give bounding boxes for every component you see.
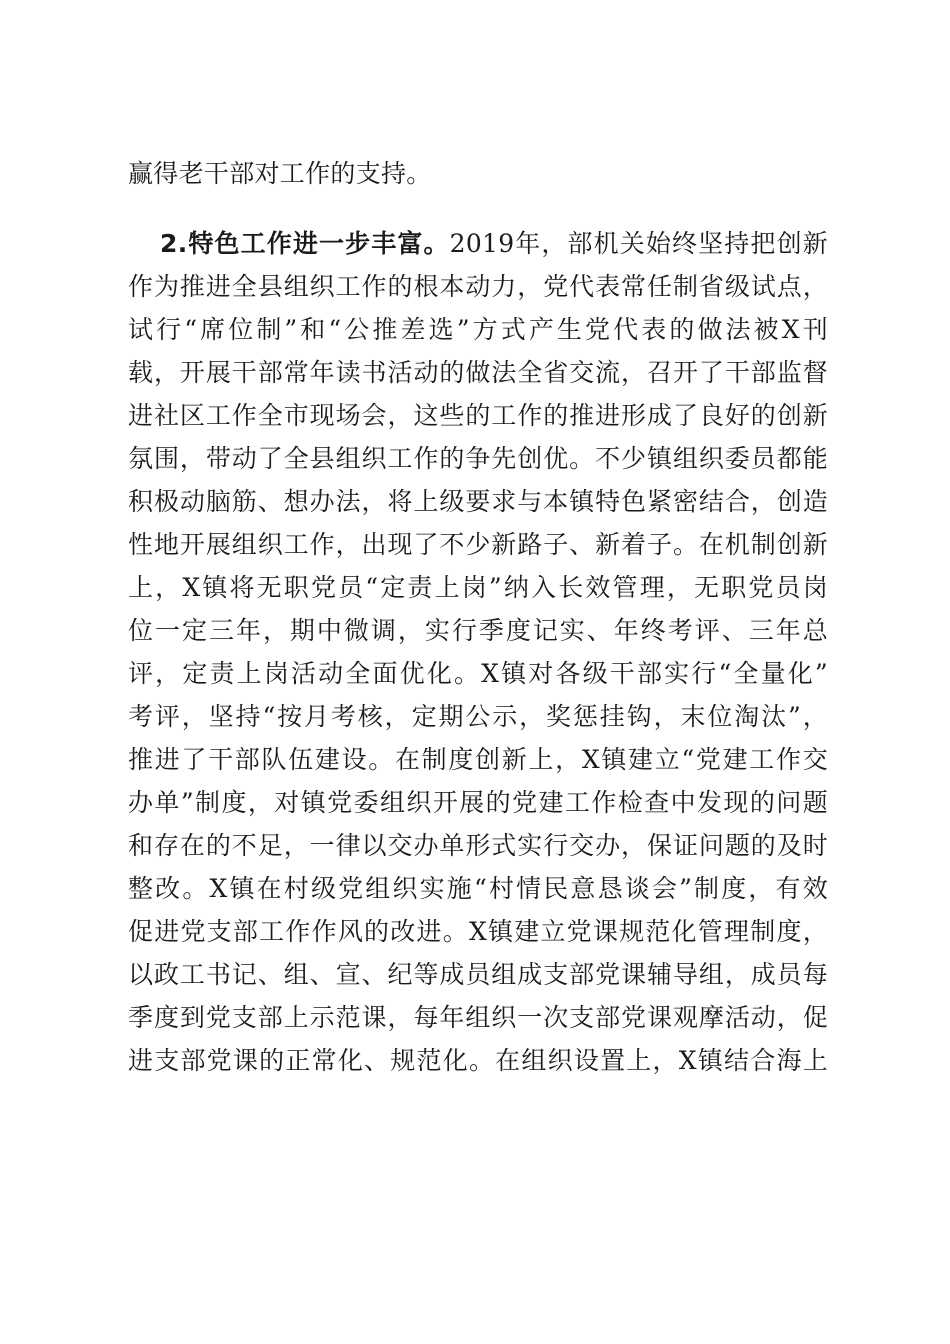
body-text-line: 推进了干部队伍建设。在制度创新上，X镇建立“党建工作交 xyxy=(128,745,828,774)
body-text-line: 评，定责上岗活动全面优化。X镇对各级干部实行“全量化” xyxy=(128,659,828,688)
body-text-line: 试行“席位制”和“公推差选”方式产生党代表的做法被X刊 xyxy=(128,315,828,344)
body-text-line: 考评，坚持“按月考核，定期公示，奖惩挂钩，末位淘汰”， xyxy=(128,702,828,731)
body-text-line: 办单”制度，对镇党委组织开展的党建工作检查中发现的问题 xyxy=(128,788,828,817)
body-text-line: 以政工书记、组、宣、纪等成员组成支部党课辅导组，成员每 xyxy=(128,960,828,989)
body-text-line: 上，X镇将无职党员“定责上岗”纳入长效管理，无职党员岗 xyxy=(128,573,828,602)
body-text-line: 促进党支部工作作风的改进。X镇建立党课规范化管理制度， xyxy=(128,917,828,946)
body-text-line: 和存在的不足，一律以交办单形式实行交办，保证问题的及时 xyxy=(128,831,828,860)
body-text-line: 性地开展组织工作，出现了不少新路子、新着子。在机制创新 xyxy=(128,530,828,559)
body-text-line: 作为推进全县组织工作的根本动力，党代表常任制省级试点， xyxy=(128,272,828,301)
section-first-line-text: 2019年，部机关始终坚持把创新 xyxy=(449,229,828,258)
body-text-line: 进支部党课的正常化、规范化。在组织设置上，X镇结合海上 xyxy=(128,1046,828,1075)
body-text-line: 位一定三年，期中微调，实行季度记实、年终考评、三年总 xyxy=(128,616,828,645)
body-text-line: 氛围，带动了全县组织工作的争先创优。不少镇组织委员都能 xyxy=(128,444,828,473)
body-text-line: 季度到党支部上示范课，每年组织一次支部党课观摩活动，促 xyxy=(128,1003,828,1032)
body-text-line: 整改。X镇在村级党组织实施“村情民意恳谈会”制度，有效 xyxy=(128,874,828,903)
carryover-text-line: 赢得老干部对工作的支持。 xyxy=(128,159,432,188)
body-text-line: 积极动脑筋、想办法，将上级要求与本镇特色紧密结合，创造 xyxy=(128,487,828,516)
body-text-line: 载，开展干部常年读书活动的做法全省交流，召开了干部监督 xyxy=(128,358,828,387)
section-first-line xyxy=(160,222,828,266)
body-text-line: 进社区工作全市现场会，这些的工作的推进形成了良好的创新 xyxy=(128,401,828,430)
section-heading: 2.特色工作进一步丰富。 xyxy=(160,229,450,258)
